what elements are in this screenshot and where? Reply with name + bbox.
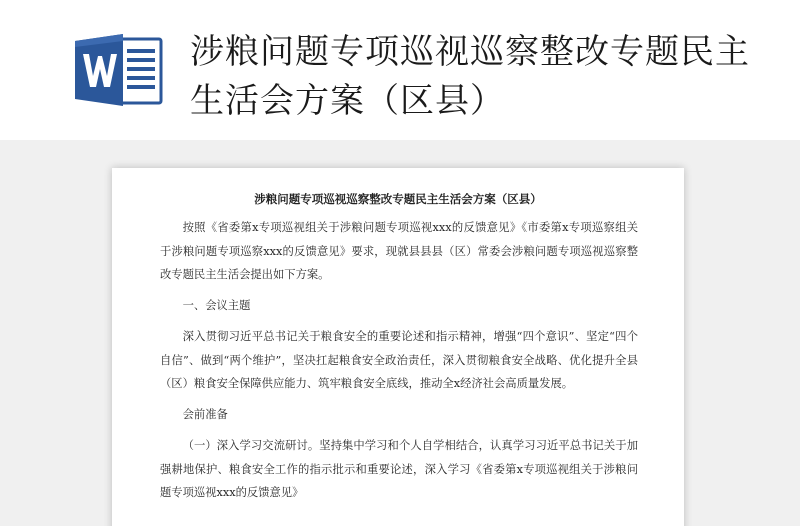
document-preview-area (0, 140, 800, 526)
word-icon (73, 32, 165, 108)
document-page (112, 168, 684, 526)
document-body (160, 216, 638, 512)
header (0, 0, 800, 140)
document-title: 涉粮问题专项巡视巡察整改专题民主生活会方案（区县） (254, 192, 542, 206)
paragraph-intro: 按照《省委第x专项巡视组关于涉粮问题专项巡视xxx的反馈意见》《市委第x专项巡察组关于涉粮问题专项巡察xxx的反馈意见》要求，现就县县县（区）常委会涉粮问题专项巡视巡察整改专题民主生活会提出如下方案。 (160, 221, 638, 281)
page-title: 涉粮问题专项巡视巡察整改专题民主生活会方案（区县） (190, 32, 750, 121)
section-heading-theme: 一、会议主题 (182, 299, 251, 312)
section-heading-preparation: 会前准备 (182, 408, 228, 421)
paragraph-theme: 深入贯彻习近平总书记关于粮食安全的重要论述和指示精神，增强“四个意识”、坚定“四个自信”、做到“两个维护”，坚决扛起粮食安全政治责任，深入贯彻粮食安全战略、优化提升全县（区）粮食安全保障供应能力、筑牢粮食安全底线，推动全x经济社会高质量发展。 (160, 330, 638, 390)
paragraph-study: （一）深入学习交流研讨。坚持集中学习和个人自学相结合，认真学习习近平总书记关于加强耕地保护、粮食安全工作的指示批示和重要论述，深入学习《省委第x专项巡视组关于涉粮问题专项巡视xxx的反馈意见》 (160, 439, 638, 499)
